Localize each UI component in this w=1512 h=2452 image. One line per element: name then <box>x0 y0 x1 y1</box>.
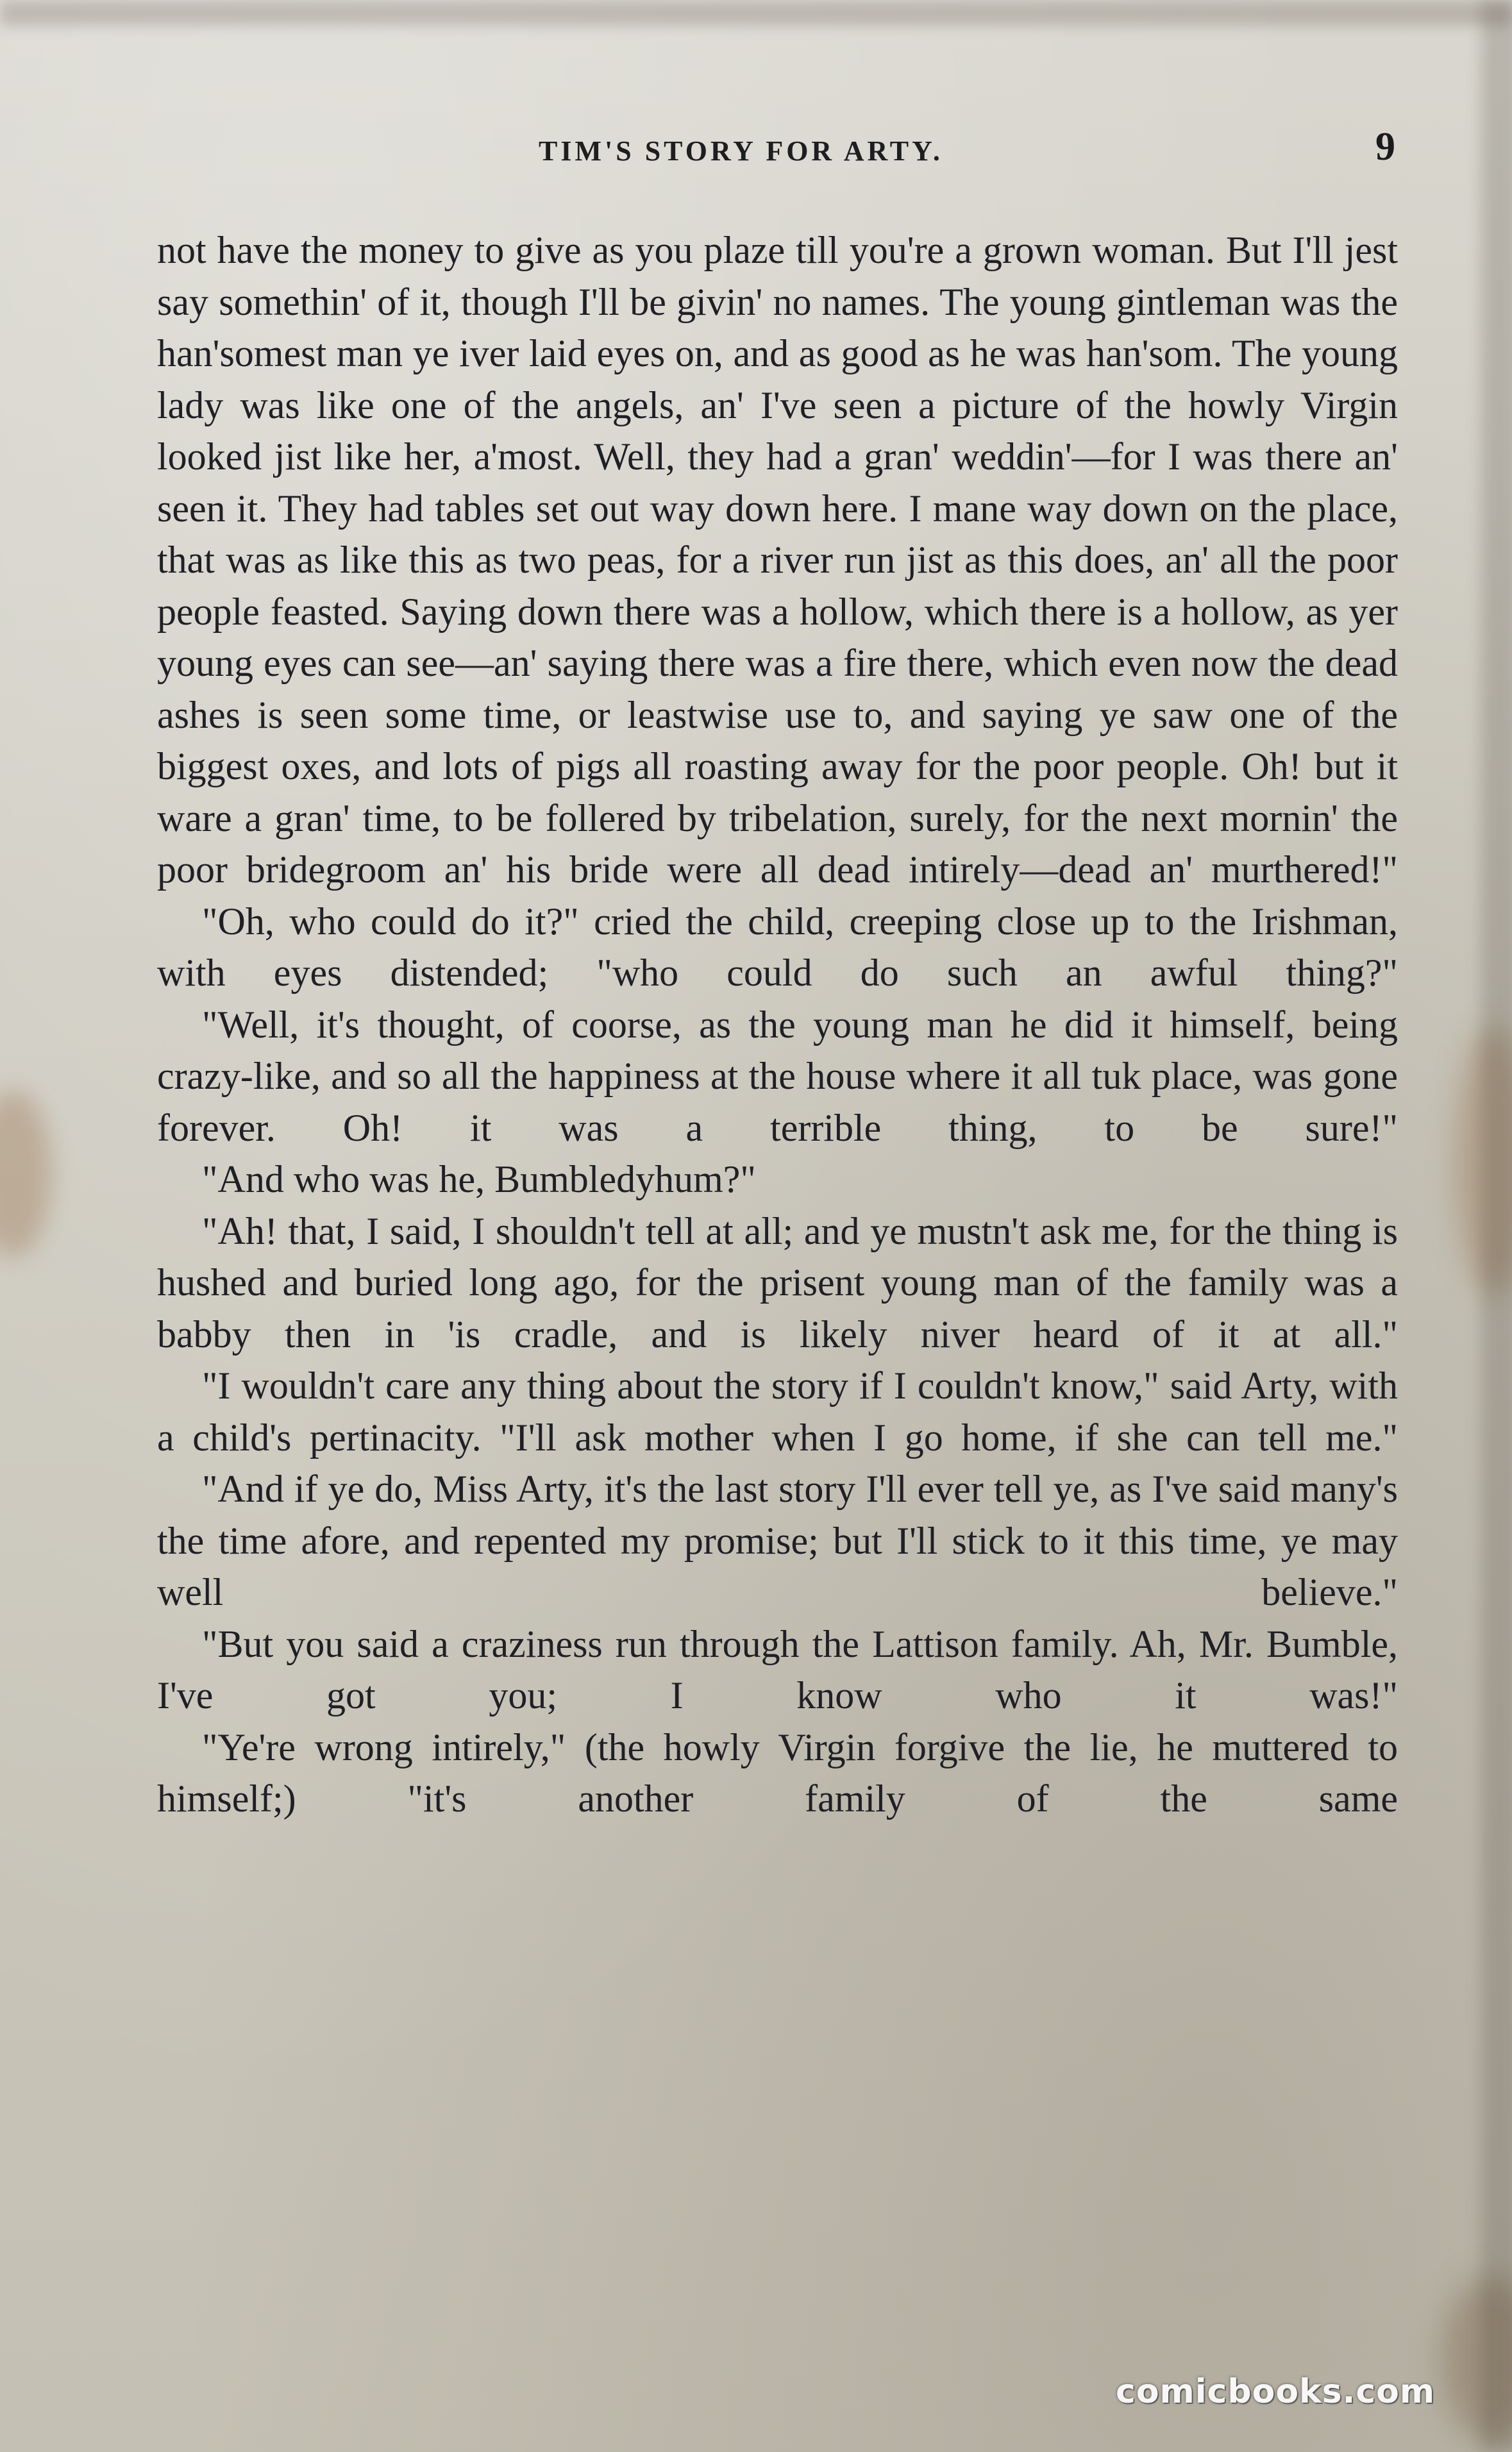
body-text <box>157 224 1398 1825</box>
page-number: 9 <box>1375 125 1395 169</box>
running-title: TIM'S STORY FOR ARTY. <box>539 135 943 167</box>
paragraph: "Ah! that, I said, I shouldn't tell at all; and ye mustn't ask me, for the thing is hushed and buried long ago, for the prisent young man of the family was a babby then in 'is cradle, and is likely niver heard of it at all." <box>157 1209 1398 1356</box>
paragraph: "And who was he, Bumbledyhum?" <box>202 1158 756 1200</box>
page-stain-right <box>1456 1026 1512 1295</box>
page-stain-left <box>0 1090 51 1257</box>
paragraph: "Oh, who could do it?" cried the child, creeping close up to the Irishman, with eyes distended; "who could do such an awful thing?" <box>157 900 1398 994</box>
page-stain-bottom-right <box>1443 2276 1512 2443</box>
paragraph: "Well, it's thought, of coorse, as the young man he did it himself, being crazy-like, and so all the happiness at the house where it all tuk place, was gone forever. Oh! it was a terrible thing, to be sure!" <box>157 1003 1398 1149</box>
paragraph: "I wouldn't care any thing about the story if I couldn't know," said Arty, with a child's pertinacity. "I'll ask mother when I go home, if she can tell me." <box>157 1365 1398 1459</box>
paragraph: "But you said a craziness run through the Lattison family. Ah, Mr. Bumble, I've got you; I know who it was!" <box>157 1622 1398 1717</box>
paragraph-continued: not have the money to give as you plaze till you're a grown woman. But I'll jest say somethin' of it, though I'll be givin' no names. The young gintleman was the han'somest man ye iver laid eyes on, and as good as he was han'som. The young lady was like one of the angels, an' I've seen a picture of the howly Virgin looked jist like her, a'most. Well, they had a gran' weddin'—for I was there an' seen it. They had tables set out way down here. I mane way down on the place, that was as like this as two peas, for a river run jist as this does, an' all the poor people feasted. Saying down there was a hollow, which there is a hollow, as yer young eyes can see—an' saying there was a fire there, which even now the dead ashes is seen some time, or leastwise use to, and saying ye saw one of the biggest oxes, and lots of pigs all roasting away for the poor people. Oh! but it ware a gran' time, to be follered by tribelation, surely, for the next mornin' the poor bridegroom an' his bride were all dead intirely—dead an' murthered!" <box>157 229 1398 891</box>
page-shadow-right-edge <box>1481 0 1512 2452</box>
paragraph: "And if ye do, Miss Arty, it's the last story I'll ever tell ye, as I've said many's the time afore, and repented my promise; but I'll stick to it this time, ye may well believe." <box>157 1468 1398 1613</box>
watermark: comicbooks.com <box>1116 2372 1436 2411</box>
paragraph-truncated: "Ye're wrong intirely," (the howly Virgin forgive the lie, he muttered to himself;) "it's another family of the same <box>157 1726 1398 1820</box>
page-shadow-top <box>0 0 1512 26</box>
running-header <box>0 122 1512 180</box>
